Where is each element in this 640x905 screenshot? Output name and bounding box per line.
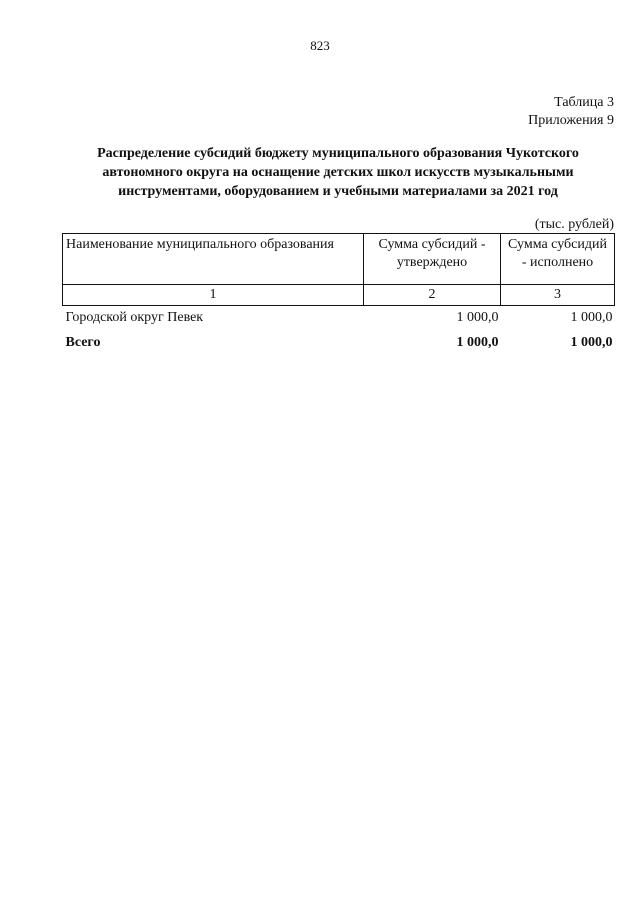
column-number: 3: [501, 285, 615, 306]
total-row: [63, 329, 615, 354]
table-label: Таблица 3: [554, 95, 614, 110]
header-municipality: Наименование муниципального образования: [63, 234, 364, 285]
appendix-label: Приложения 9: [528, 113, 614, 128]
column-number: 2: [364, 285, 501, 306]
executed-amount: 1 000,0: [570, 310, 613, 325]
total-label: Всего: [65, 335, 101, 350]
document-title: Распределение субсидий бюджету муниципального образования Чукотского автономного округа на оснащение детских школ искусств музыкальными инструментами, оборудованием и учебными материалами за 2021 год: [97, 146, 579, 199]
table-row: [63, 306, 615, 330]
header-approved: Сумма субсидий - утверждено: [364, 234, 501, 285]
total-approved: 1 000,0: [456, 335, 499, 350]
subsidy-table: [62, 233, 615, 354]
page-number: 823: [310, 38, 330, 53]
column-number: 1: [63, 285, 364, 306]
table-reference: [528, 94, 614, 130]
units-label: (тыс. рублей): [534, 217, 614, 232]
column-number-row: [63, 285, 615, 306]
total-executed: 1 000,0: [570, 335, 613, 350]
approved-amount: 1 000,0: [456, 310, 499, 325]
header-executed: Сумма субсидий - исполнено: [501, 234, 615, 285]
table-header-row: [63, 234, 615, 285]
municipality-name: Городской округ Певек: [65, 310, 204, 325]
